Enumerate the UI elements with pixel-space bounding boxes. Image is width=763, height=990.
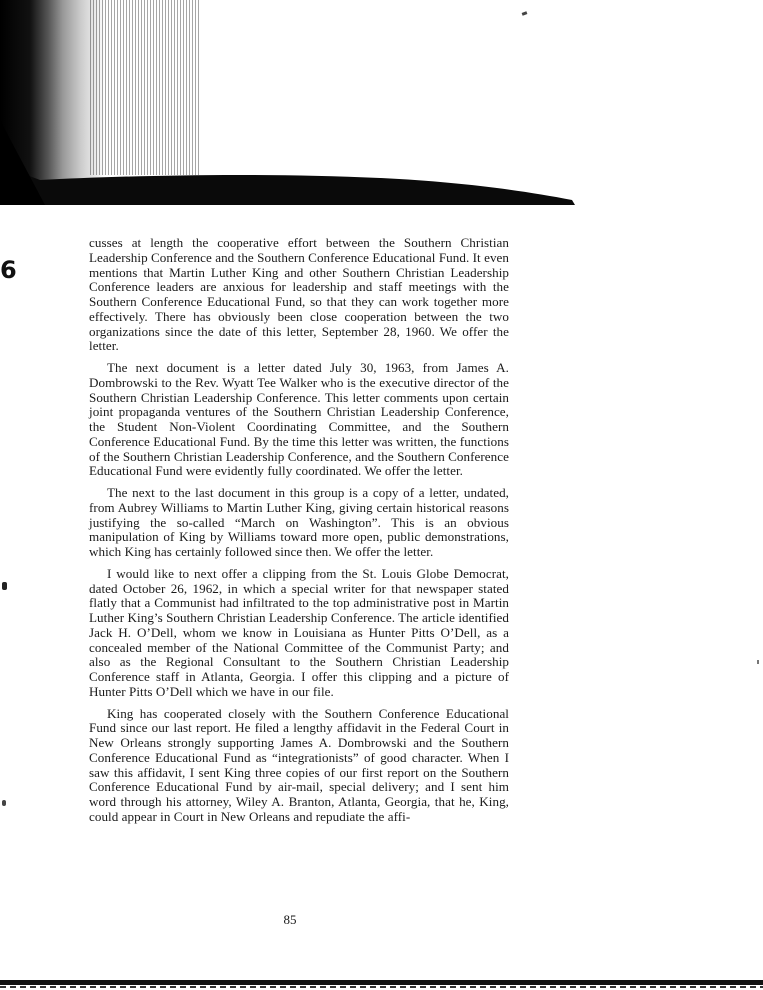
paragraph: cusses at length the cooperative effort between the Southern Christian Leadership Conference and the Southern Conference Educational Fund. It even mentions that Martin Luther King and other Southern Christian Leadership Conference leaders are anxious for leadership and staff meetings with the Southern Conference Educational Fund, so that they can work together more effectively. There has obviously been close cooperation between the two organizations since the date of this letter, September 28, 1960. We offer the letter. — [89, 235, 509, 354]
scan-shadow — [0, 0, 575, 205]
margin-dot — [2, 800, 6, 806]
scan-speck — [757, 660, 759, 664]
paragraph: I would like to next offer a clipping from the St. Louis Globe Democrat, dated October 26, 1962, in which a special writer for that newspaper stated flatly that a Communist had infiltrated to the top administrative post in Martin Luther King’s Southern Christian Leadership Conference. The article identified Jack H. O’Dell, whom we know in Louisiana as Hunter Pitts O’Dell, as a concealed member of the National Committee of the Communist Party; and also as the Regional Consultant to the Southern Christian Leadership Conference staff in Atlanta, Georgia. I offer this clipping and a picture of Hunter Pitts O’Dell which we have in our file. — [89, 565, 509, 699]
page-number: 85 — [283, 912, 297, 927]
bottom-border — [0, 980, 763, 985]
paragraph: The next to the last document in this group is a copy of a letter, undated, from Aubrey Williams to Martin Luther King, giving certain historical reasons justifying the so-called “March on Washington”. This is an obvious manipulation of King by Williams toward more open, public demonstrations, which King has certainly followed since then. We offer the letter. — [89, 485, 509, 559]
margin-mark: 6 — [0, 256, 17, 284]
margin-dot — [2, 582, 7, 590]
paragraph: The next document is a letter dated July 30, 1963, from James A. Dombrowski to the Rev. Wyatt Tee Walker who is the executive director of the Southern Christian Leadership Conference. This letter comments upon certain joint propaganda ventures of the Southern Christian Leadership Conference, the Student Non-Violent Coordinating Committee, and the Southern Conference Educational Fund. By the time this letter was written, the functions of the Southern Christian Leadership Conference, and the Southern Conference Educational Fund were evidently fully coordinated. We offer the letter. — [89, 360, 509, 479]
paragraph: King has cooperated closely with the Southern Conference Educational Fund since our last report. He filed a lengthy affidavit in the Federal Court in New Orleans strongly supporting James A. Dombrowski and the Southern Conference Educational Fund as “integrationists” of good character. When I saw this affidavit, I sent King three copies of our first report on the Southern Conference Educational Fund by air-mail, special delivery; and I sent him word through his attorney, Wiley A. Branton, Atlanta, Georgia, that he, King, could appear in Court in New Orleans and repudiate the affi- — [89, 705, 509, 824]
bottom-border-dashed — [0, 986, 763, 988]
body-text — [89, 236, 509, 832]
